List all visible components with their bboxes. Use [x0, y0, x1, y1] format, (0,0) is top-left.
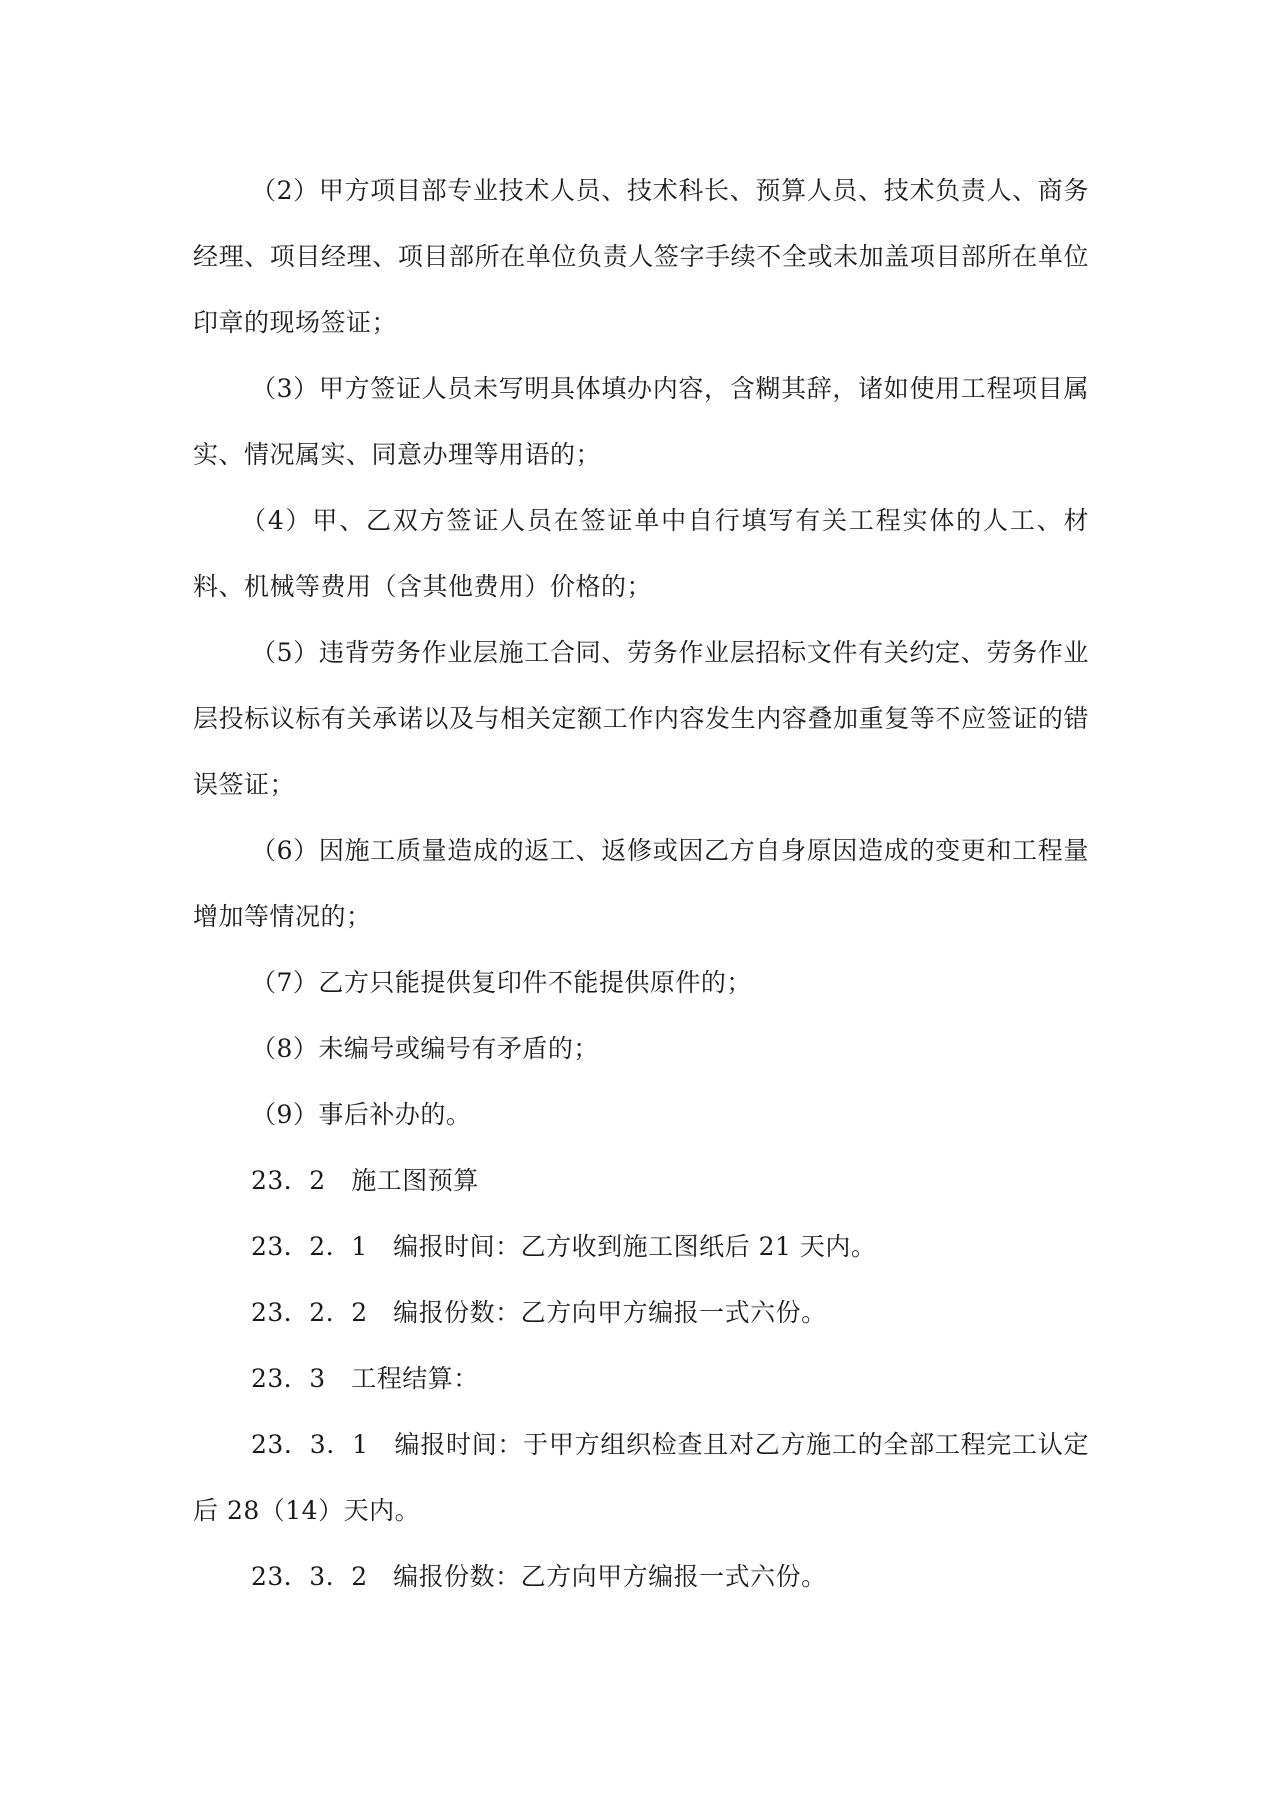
clause-item-2: （2）甲方项目部专业技术人员、技术科长、预算人员、技术负责人、商务经理、项目经理、项目部所在单位负责人签字手续不全或未加盖项目部所在单位印章的现场签证； — [193, 176, 1089, 337]
clause-23-3-1: 23．3．1 编报时间：于甲方组织检查且对乙方施工的全部工程完工认定后 28（14）天内。 — [193, 1430, 1089, 1525]
section-heading-23-3: 23．3 工程结算： — [251, 1364, 479, 1393]
clause-item-6: （6）因施工质量造成的返工、返修或因乙方自身原因造成的变更和工程量增加等情况的； — [193, 836, 1089, 931]
clause-item-8: （8）未编号或编号有矛盾的； — [251, 1034, 599, 1063]
clause-item-4: （4）甲、乙双方签证人员在签证单中自行填写有关工程实体的人工、材料、机械等费用（含其他费用）价格的； — [193, 506, 1089, 601]
clause-item-5: （5）违背劳务作业层施工合同、劳务作业层招标文件有关约定、劳务作业层投标议标有关承诺以及与相关定额工作内容发生内容叠加重复等不应签证的错误签证； — [193, 638, 1089, 799]
section-heading-23-2: 23．2 施工图预算 — [251, 1166, 479, 1195]
clause-item-7: （7）乙方只能提供复印件不能提供原件的； — [251, 968, 752, 997]
clause-23-2-1: 23．2．1 编报时间：乙方收到施工图纸后 21 天内。 — [251, 1232, 877, 1261]
clause-23-3-2: 23．3．2 编报份数：乙方向甲方编报一式六份。 — [251, 1562, 827, 1591]
clause-item-9: （9）事后补办的。 — [251, 1100, 472, 1129]
document-body — [193, 158, 1089, 1610]
clause-item-3: （3）甲方签证人员未写明具体填办内容，含糊其辞，诸如使用工程项目属实、情况属实、同意办理等用语的； — [193, 374, 1089, 469]
clause-23-2-2: 23．2．2 编报份数：乙方向甲方编报一式六份。 — [251, 1298, 827, 1327]
